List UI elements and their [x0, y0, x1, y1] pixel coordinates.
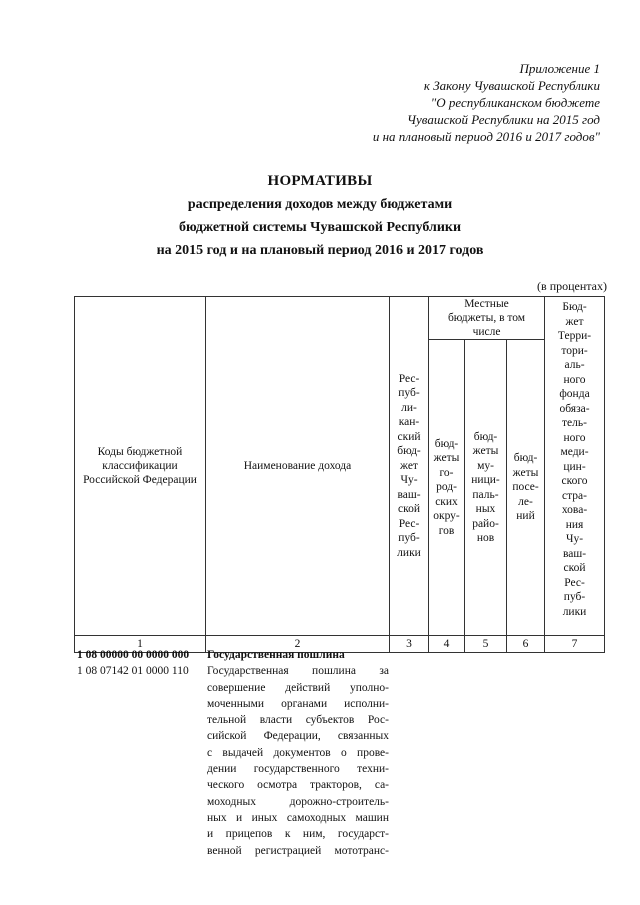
row-name-line: венной регистрацией мототранс- — [207, 844, 389, 857]
row-name-line: ческого осмотра тракторов, са- — [207, 779, 389, 792]
row-name-line: Государственная пошлина за — [207, 665, 389, 678]
col-header-settlements-text: бюд- жеты посе- ле- ний — [512, 452, 539, 523]
col-header-municipal-districts-text: бюд- жеты му- ници- паль- ных райо- нов — [471, 430, 500, 544]
col-number: 4 — [429, 636, 465, 653]
row-name-line: тельной власти субъектов Рос- — [207, 714, 389, 727]
appendix-line: "О республиканском бюджете — [430, 95, 600, 110]
title-line: бюджетной системы Чувашской Республики — [178, 220, 462, 235]
table-row — [77, 647, 389, 663]
col-header-medical-fund — [545, 297, 605, 636]
row-code: 1 08 00000 00 0000 000 — [77, 649, 190, 661]
row-name-line: моченными органами исполни- — [207, 697, 389, 710]
col-header-republic-budget — [390, 297, 429, 636]
row-name-line: и прицепов к ним, государст- — [207, 828, 389, 841]
row-name-line: с выдачей документов о прове- — [207, 746, 389, 759]
unit-note: (в процентах) — [537, 279, 607, 293]
col-number: 2 — [206, 636, 390, 653]
appendix-reference — [300, 60, 600, 145]
row-name-line: сийской Федерации, связанных — [207, 730, 389, 743]
row-name-line: Государственная пошлина — [207, 649, 345, 661]
col-number: 6 — [507, 636, 545, 653]
document-title — [0, 170, 640, 262]
row-code: 1 08 07142 01 0000 110 — [77, 665, 189, 678]
title-heading: НОРМАТИВЫ — [267, 173, 373, 189]
col-number: 1 — [75, 636, 206, 653]
title-line: на 2015 год и на плановый период 2016 и 2017 годов — [156, 243, 484, 258]
header-table — [74, 296, 605, 653]
appendix-line: и на плановый период 2016 и 2017 годов" — [372, 129, 600, 144]
appendix-line: Приложение 1 — [519, 61, 600, 76]
col-header-medical-fund-text: Бюд- жет Терри- тори- аль- ного фонда обяза- тель- ного меди- цин- ского стра- хова- ния Чу- ваш- ской Рес- пуб- лики — [557, 301, 592, 618]
col-number: 5 — [465, 636, 507, 653]
col-header-settlements — [507, 340, 545, 636]
appendix-line: к Закону Чувашской Республики — [423, 78, 600, 93]
col-header-municipal-districts — [465, 340, 507, 636]
col-header-city-districts-text: бюд- жеты го- род- ских окру- гов — [433, 437, 460, 537]
col-number: 7 — [545, 636, 605, 653]
col-header-local-budgets: Местные бюджеты, в том числе — [429, 297, 545, 340]
row-name — [207, 663, 389, 859]
row-name-line: дении государственного техни- — [207, 763, 389, 776]
row-name — [207, 647, 389, 663]
row-name-line: совершение действий уполно- — [207, 681, 389, 694]
table-row — [77, 663, 389, 859]
title-line: распределения доходов между бюджетами — [187, 197, 453, 212]
row-name-line: моходных дорожно-строитель- — [207, 795, 389, 808]
row-name-line: ных и иных самоходных машин — [207, 811, 389, 824]
col-number: 3 — [390, 636, 429, 653]
income-rows — [77, 647, 389, 859]
appendix-line: Чувашской Республики на 2015 год — [407, 112, 600, 127]
col-header-codes: Коды бюджетной классификации Российской Федерации — [75, 297, 206, 636]
col-header-republic-budget-text: Рес- пуб- ли- кан- ский бюд- жет Чу- ваш- ской Рес- пуб- лики — [397, 372, 421, 559]
col-header-income-name: Наименование дохода — [206, 297, 390, 636]
col-header-city-districts — [429, 340, 465, 636]
